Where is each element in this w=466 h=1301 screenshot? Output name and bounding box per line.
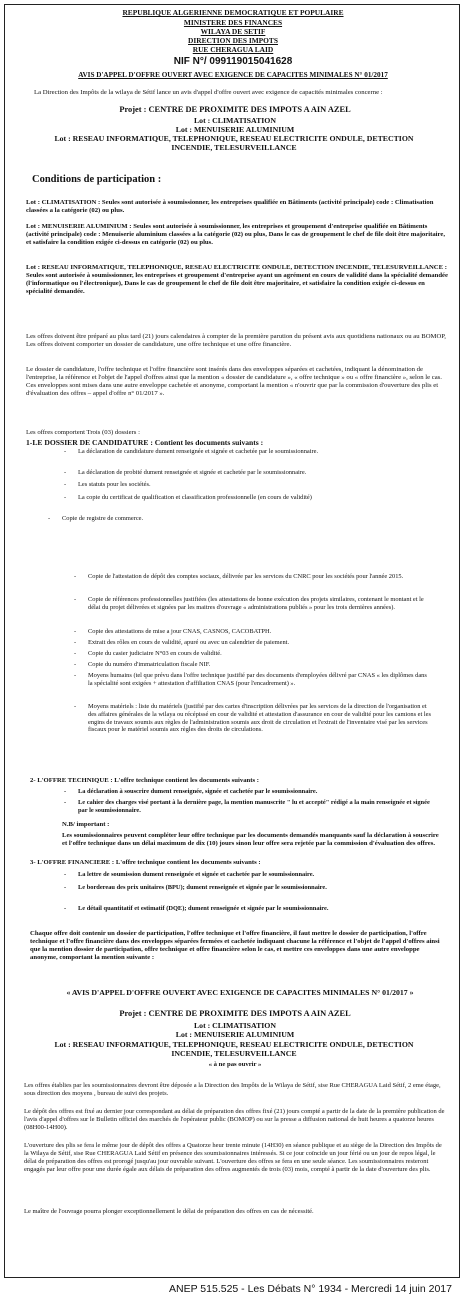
dossier-item: - La copie du certificat de qualification et classification professionnelle (en cours de validité) bbox=[64, 494, 312, 501]
condition-reseau: Lot : RESEAU INFORMATIQUE, TELEPHONIQUE, RESEAU ELECTRICITE ONDULE, DETECTION INCENDIE, TELESURVEILLANCE : Seules sont autorisée à soumissionner, les entreprises et groupement d'entreprise ayant un agrément en cours de validité dans la spécialité demandée (l'informatique ou l'électronique), Dans le cas de groupement le chef de file doit être majoritaire, et satisfaire la condition exigée ci-dessus en spécialité demandée. bbox=[26, 264, 448, 296]
header-line-2: MINISTERE DES FINANCES bbox=[183, 18, 283, 27]
dossier-item: - Copie de l'attestation de dépôt des comptes sociaux, délivrée par les services du CNRC pour les sociétés pour l'année 2015. bbox=[74, 573, 404, 580]
financiere-item: - Le bordereau des prix unitaires (BPU); dument renseignée et signée par le soumissionnaire. bbox=[64, 884, 327, 891]
header-line-4: DIRECTION DES IMPOTS bbox=[188, 36, 278, 45]
final-depot-delai: Le dépôt des offres est fixé au dernier jour correspondant au délai de préparation des offres fixé (21) jours compté a partir de la date de la première publication de l'avis d'appel d'offres sur le Bulletin officiel des marchés de l'opérateur public (BOMOP) ou sur la presse a diffusion national de huit heures a quatorze heures (08H00-14H00). bbox=[24, 1108, 445, 1131]
intro-text: La Direction des Impôts de la wilaya de Sétif lance un avis d'appel d'offre ouvert avec exigence de capacités minimales concerne : bbox=[34, 89, 383, 96]
technique-item: - La déclaration à souscrire dument renseignée, signée et cachetée par le soumissionnaire. bbox=[64, 788, 318, 795]
intro-lot-menuiserie: Lot : MENUISERIE ALUMINIUM bbox=[175, 125, 295, 134]
mention-ne-pas-ouvrir: « à ne pas ouvrir » bbox=[208, 1061, 262, 1068]
condition-enveloppes: Le dossier de candidature, l'offre technique et l'offre financière sont insérés dans des enveloppes séparées et cachetées, indiquant la dénomination de l'entreprise, la référence et l'objet de l'appel d'offres ainsi que la mention « dossier de candidature », « offre technique » ou « offre financière », selon le cas. Ces enveloppes sont mises dans une autre enveloppe cachetée et anonyme, comportant la mention « n'ouvrir que par la commission d'ouverture des plis et d'évaluation des offres – appel d'offre n° 01/2017 ». bbox=[26, 366, 442, 398]
technique-item: - Le cahier des charges visé portant à la dernière page, la mention manuscrite " lu et accepté" rédigé a la main renseignée et signée par le soumissionnaire. bbox=[64, 799, 430, 814]
dossier-item: - Copie du casier judiciaire N°03 en cours de validité. bbox=[74, 650, 222, 657]
financiere-item: - La lettre de soumission dument renseignée et signée et cachetée par le soumissionnaire. bbox=[64, 871, 315, 878]
mention-lot-reseau: Lot : RESEAU INFORMATIQUE, TELEPHONIQUE, RESEAU ELECTRICITE ONDULE, DETECTION INCENDIE, TELESURVEILLANCE bbox=[54, 1040, 414, 1059]
dossier-item: - Les statuts pour les sociétés. bbox=[64, 481, 151, 488]
financiere-item: - Le détail quantitatif et estimatif (DQE); dument renseignée et signée par le soumissionnaire. bbox=[64, 905, 329, 912]
final-prorogation: Le maître de l'ouvrage pourra plonger exceptionnellement le délai de préparation des offres en cas de nécessité. bbox=[24, 1208, 314, 1215]
financiere-title: 3- L'OFFRE FINANCIERE : L'offre technique contient les documents suivants : bbox=[30, 859, 261, 866]
condition-delai: Les offres doivent être préparé au plus tard (21) jours calendaires à compter de la première parution du présent avis aux quotidiens nationaux ou au BOMOP, Les offres doivent comporter un dossier de candidature, une offre technique et une offre financière. bbox=[26, 333, 446, 349]
header-line-5: RUE CHERAGUA LAID bbox=[192, 45, 274, 54]
dossier-item: - La déclaration de probité dument renseignée et signée et cachetée par le soumissionnaire. bbox=[64, 469, 307, 476]
avis-title: AVIS D'APPEL D'OFFRE OUVERT AVEC EXIGENCE DE CAPACITES MINIMALES N° 01/2017 bbox=[78, 71, 388, 79]
footer-reference: ANEP 515.525 - Les Débats N° 1934 - Mercredi 14 juin 2017 bbox=[168, 1283, 452, 1295]
intro-projet: Projet : CENTRE DE PROXIMITE DES IMPOTS A AIN AZEL bbox=[119, 105, 351, 114]
financiere-closing: Chaque offre doit contenir un dossier de participation, l'offre technique et l'offre financière, il faut mettre le dossier de participation, l'offre technique et l'offre financière dans des enveloppes séparées fermées et cachetée indiquant chacune la référence et l'objet de l'appel d'offres ainsi que la mention dossier de participation, offre technique et offre financière selon le cas, et mettre ces enveloppes dans une autre enveloppe anonyme, comportant la mention suivante : bbox=[30, 930, 440, 962]
dossier-item: - Extrait des rôles en cours de validité, apuré ou avec un calendrier de paiement. bbox=[74, 639, 290, 646]
nb-text: Les soumissionnaires peuvent compléter leur offre technique par les documents demandés manquants sauf la déclaration à souscrire et l'offre technique dans un délai maximum de dix (10) jours sinon leur offre sera rejetée par la commission d'évaluation des offres. bbox=[62, 832, 439, 848]
dossier-item: - Copie des attestations de mise a jour CNAS, CASNOS, CACOBATPH. bbox=[74, 628, 272, 635]
nif-number: NIF N°/ 099119015041628 bbox=[173, 56, 293, 67]
dossier-item: - Copie de références professionnelles justifiées (les attestations de bonne exécution des projets similaires, contenant le montant et le délai du projet délivrées et signées par les maitres d'ouvrage « administrations publiés » pour les trois dernières années). bbox=[74, 596, 424, 611]
mention-avis: « AVIS D'APPEL D'OFFRE OUVERT AVEC EXIGENCE DE CAPACITES MINIMALES N° 01/2017 » bbox=[66, 988, 414, 997]
page-footer bbox=[0, 1283, 466, 1295]
conditions-title: Conditions de participation : bbox=[32, 174, 162, 185]
condition-dossiers-count: Les offres comportent Trois (03) dossiers : bbox=[26, 429, 140, 436]
condition-menuiserie: Lot : MENUISERIE ALUMINIUM : Seules sont autorisée à soumissionner, les entreprises et groupement d'entreprise qualifiée en Bâtiments (activité principale) code : Menuiserie aluminium classées a la catégorie (02) ou plus, Dans le cas de groupement le chef de file doit être majoritaire, et satisfaire la condition exigée ci-dessus en catégorie (02) ou plus. bbox=[26, 223, 446, 247]
mention-projet: Projet : CENTRE DE PROXIMITE DES IMPOTS A AIN AZEL bbox=[119, 1009, 351, 1018]
mention-lot-menuiserie: Lot : MENUISERIE ALUMINIUM bbox=[175, 1030, 295, 1039]
dossier-item: - Copie de registre de commerce. bbox=[48, 515, 144, 522]
final-depot-lieu: Les offres établies par les soumissionnaires devront être déposée a la Direction des Impôts de la Wilaya de Sétif, sise Rue CHERAGUA Laid Sétif, 2 eme étage, sous direction des moyens , bureau de suivi des projets. bbox=[24, 1082, 441, 1097]
intro-lot-climatisation: Lot : CLIMATISATION bbox=[193, 116, 277, 125]
header-line-3: WILAYA DE SETIF bbox=[200, 27, 266, 36]
dossier-title: 1-LE DOSSIER DE CANDIDATURE : Contient les documents suivants : bbox=[26, 438, 264, 447]
dossier-item: - La déclaration de candidature dument renseignée et signée et cachetée par le soumissionnaire. bbox=[64, 448, 319, 455]
nb-label: N.B/ important : bbox=[62, 821, 110, 828]
intro-lot-reseau: Lot : RESEAU INFORMATIQUE, TELEPHONIQUE, RESEAU ELECTRICITE ONDULE, DETECTION INCENDIE, TELESURVEILLANCE bbox=[54, 134, 414, 153]
final-ouverture-plis: L'ouverture des plis se fera le même jour de dépôt des offres a Quatorze heur trente minute (14H30) en séance publique et au siège de la Direction des Impôts de la Wilaya de Sétif, sise Rue CHERAGUA Laid Sétif en présence des soumissionnaires intéressés. Si ce jour coïncide un jour férié ou un jour de repos légal, le délai de préparation des offres est prorogé jusqu'au jour ouvrable suivant. L'ouverture des offres se fera en une seule séance. Les soumissionnaires resteront engagés par leur offre pour une durée égale aux délais de préparation des offres augmentés de trois (03) mois, compté à partir de la date d'ouverture des plis. bbox=[24, 1142, 442, 1173]
dossier-item: - Moyens humains (tel que prévu dans l'offre technique justifié par des documents d'employées délivré par CNAS « les diplômes dans la spécialité sont exigées + attestation d'affiliation CNAS (pour l'encadrement) ». bbox=[74, 672, 427, 687]
dossier-item: - Copie du numéro d'immatriculation fiscale NIF. bbox=[74, 661, 211, 668]
mention-lot-climatisation: Lot : CLIMATISATION bbox=[193, 1021, 277, 1030]
dossier-item: - Moyens matériels : liste du matériels (justifié par des cartes d'inscription délivrées par les services de la direction de l'organisation et des affaires générales de la wilaya ou récépissé en cour de validité et attestation d'assurance en cour de validité pour les camions et les engins de travaux soumis aux règles de l'administration soumis aux droit de circulation et l'extrait de l'inventaire visé par les services fiscaux pour le matériel soumis aux règles des droits de circulations. bbox=[74, 703, 431, 734]
technique-title: 2- L'OFFRE TECHNIQUE : L'offre technique contient les documents suivants : bbox=[30, 777, 259, 784]
header-line-1: REPUBLIQUE ALGERIENNE DEMOCRATIQUE ET POPULAIRE bbox=[122, 8, 344, 17]
condition-climatisation: Lot : CLIMATISATION : Seules sont autorisée à soumissionner, les entreprises qualifiée en Bâtiments (activité principale) code : Climatisation classées a la catégorie (02) ou plus. bbox=[26, 199, 434, 215]
